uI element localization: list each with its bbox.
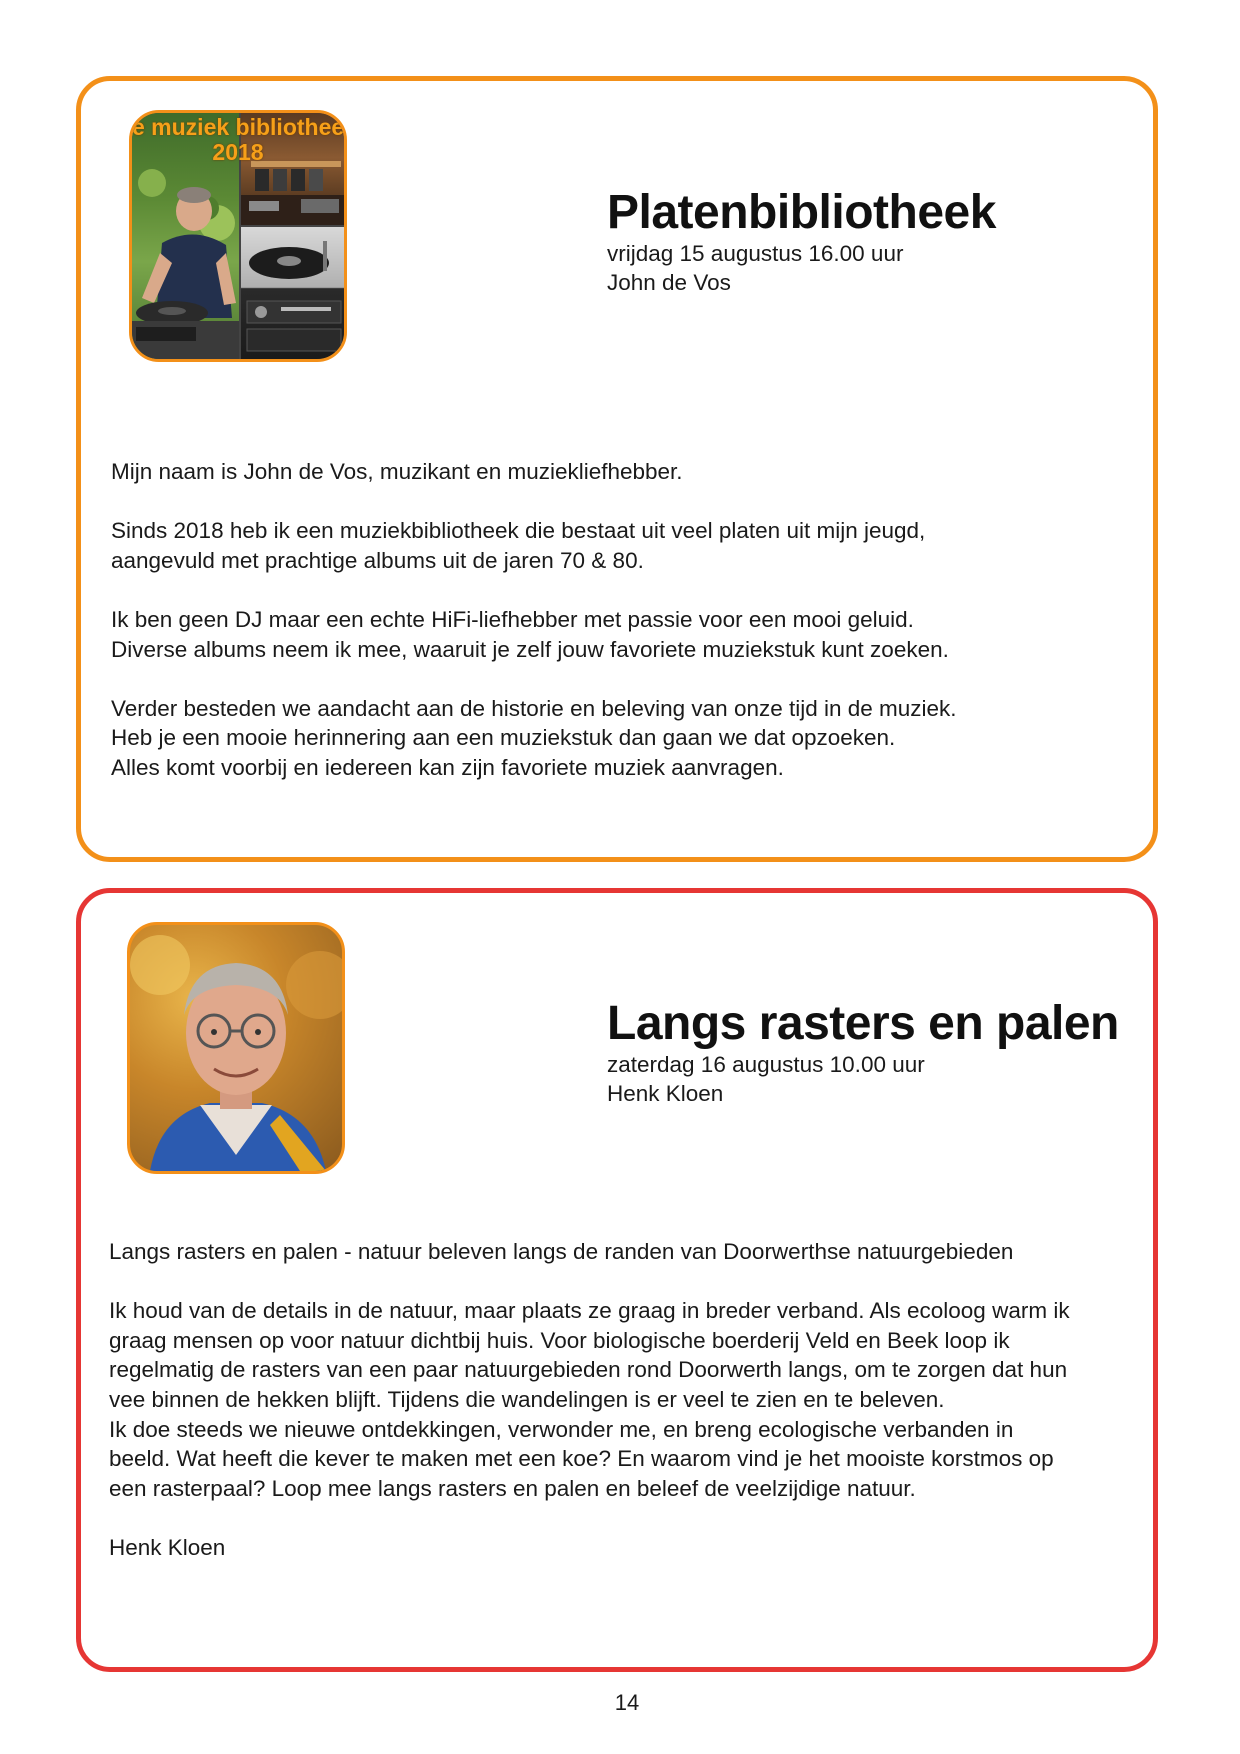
- body-paragraph: [111, 457, 957, 487]
- event-presenter: John de Vos: [607, 270, 731, 295]
- body-paragraph: [109, 1533, 1070, 1563]
- event-meta: [607, 1050, 925, 1108]
- body-line: Ik doe steeds we nieuwe ontdekkingen, verwonder me, en breng ecologische verbanden in: [109, 1416, 1014, 1442]
- body-paragraph: [109, 1296, 1070, 1503]
- event-card-langs-rasters: [76, 888, 1158, 1672]
- turntable-icon: [241, 227, 347, 361]
- collage-photo: [129, 110, 347, 362]
- collage-caption-year: 2018: [212, 139, 264, 165]
- body-line: een rasterpaal? Loop mee langs rasters en palen en beleef de veelzijdige natuur.: [109, 1475, 916, 1501]
- body-line: Sinds 2018 heb ik een muziekbibliotheek die bestaat uit veel platen uit mijn jeugd,: [111, 518, 926, 544]
- body-line: Alles komt voorbij en iedereen kan zijn favoriete muziek aanvragen.: [111, 754, 784, 780]
- body-line: Verder besteden we aandacht aan de historie en beleving van onze tijd in de muziek.: [111, 695, 957, 721]
- portrait-photo: [127, 922, 345, 1174]
- body-paragraph: [111, 605, 957, 664]
- section-title: Langs rasters en palen: [607, 997, 1119, 1050]
- body-line: vee binnen de hekken blijft. Tijdens die wandelingen is er veel te zien en te beleven.: [109, 1386, 945, 1412]
- collage-caption: [132, 115, 344, 165]
- collage-turntable: [241, 227, 347, 361]
- body-line: beeld. Wat heeft die kever te maken met een koe? En waarom vind je het mooiste korstmos op: [109, 1446, 1054, 1472]
- body-paragraph: [109, 1237, 1070, 1267]
- section-body: [109, 1237, 1070, 1563]
- body-line: Heb je een mooie herinnering aan een muziekstuk dan gaan we dat opzoeken.: [111, 725, 896, 751]
- collage-caption-line1: e muziek bibliothee: [132, 114, 345, 140]
- body-line: regelmatig de rasters van een paar natuurgebieden rond Doorwerth langs, om te zorgen dat hun: [109, 1357, 1068, 1383]
- section-title: Platenbibliotheek: [607, 186, 996, 239]
- body-paragraph: [111, 516, 957, 575]
- body-line: Mijn naam is John de Vos, muzikant en muziekliefhebber.: [111, 459, 683, 484]
- body-line: Langs rasters en palen - natuur beleven langs de randen van Doorwerthse natuurgebieden: [109, 1239, 1014, 1264]
- person-portrait-icon: [130, 925, 342, 1171]
- event-date: vrijdag 15 augustus 16.00 uur: [607, 241, 904, 266]
- event-presenter: Henk Kloen: [607, 1081, 724, 1106]
- body-paragraph: [111, 694, 957, 783]
- body-line: aangevuld met prachtige albums uit de jaren 70 & 80.: [111, 547, 644, 573]
- page-number: 14: [614, 1690, 640, 1715]
- event-meta: [607, 239, 903, 297]
- event-card-platenbibliotheek: [76, 76, 1158, 862]
- body-line: Diverse albums neem ik mee, waaruit je zelf jouw favoriete muziekstuk kunt zoeken.: [111, 636, 949, 662]
- body-line: graag mensen op voor natuur dichtbij huis. Voor biologische boerderij Veld en Beek loop ik: [109, 1327, 1010, 1353]
- event-date: zaterdag 16 augustus 10.00 uur: [607, 1052, 925, 1077]
- body-line: Ik ben geen DJ maar een echte HiFi-liefhebber met passie voor een mooi geluid.: [111, 606, 914, 632]
- body-line: Ik houd van de details in de natuur, maar plaats ze graag in breder verband. Als ecoloog warm ik: [109, 1298, 1070, 1324]
- signature-name: Henk Kloen: [109, 1534, 226, 1560]
- section-body: [111, 457, 957, 783]
